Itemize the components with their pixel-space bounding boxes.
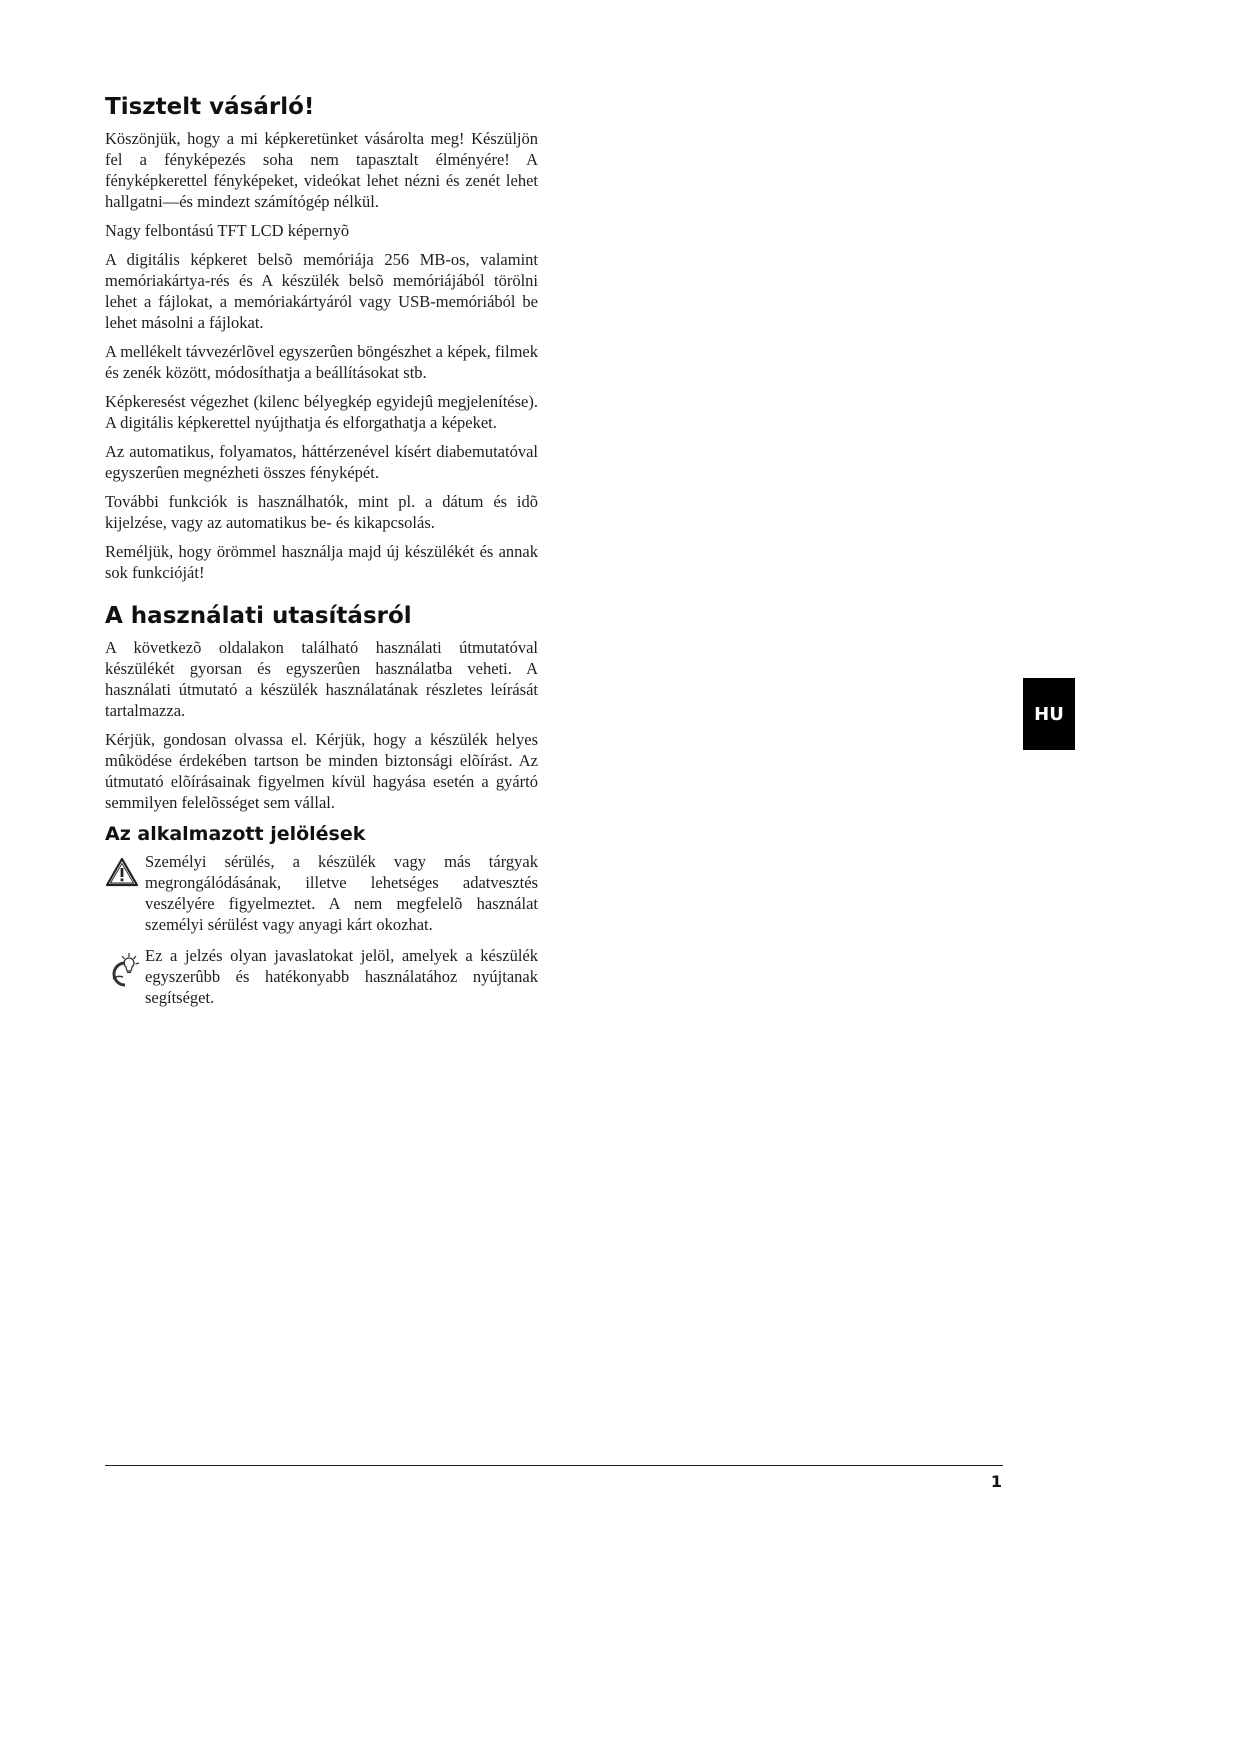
manual-paragraph: A következõ oldalakon található használati útmutatóval készülékét gyorsan és egyszerûen használatba veheti. A használati útmutató a készülék használatának részletes leírását tartalmazza. — [105, 638, 538, 720]
heading-welcome: Tisztelt vásárló! — [105, 94, 315, 120]
warning-notice-text: Személyi sérülés, a készülék vagy más tárgyak megrongálódásának, illetve lehetséges adatvesztés veszélyére figyelmeztet. A nem megfelelõ használat személyi sérülést vagy anyagi kárt okozhat. — [145, 852, 538, 934]
welcome-paragraph: Képkeresést végezhet (kilenc bélyegkép egyidejû megjelenítése). A digitális képkerettel nyújthatja és elforgathatja a képeket. — [105, 392, 538, 432]
warning-notice — [105, 851, 538, 935]
tip-notice — [105, 945, 538, 1008]
welcome-paragraph: A digitális képkeret belsõ memóriája 256 MB-os, valamint memóriakártya-rés és A készülék belsõ memóriájából törölni lehet a fájlokat, a memóriakártyáról vagy USB-memóriából be lehet másolni a fájlokat. — [105, 250, 538, 332]
welcome-paragraph: Nagy felbontású TFT LCD képernyõ — [105, 221, 350, 240]
tip-notice-text: Ez a jelzés olyan javaslatokat jelöl, amelyek a készülék egyszerûbb és hatékonyabb használatához nyújtanak segítséget. — [145, 946, 538, 1007]
warning-triangle-icon — [105, 851, 145, 892]
manual-paragraph: Kérjük, gondosan olvassa el. Kérjük, hogy a készülék helyes mûködése érdekében tartson be minden biztonsági elõírást. Az útmutató elõírásainak figyelmen kívül hagyása esetén a gyártó semmilyen felelõsséget sem vállal. — [105, 730, 538, 812]
lightbulb-tip-icon — [105, 945, 145, 996]
heading-manual: A használati utasításról — [105, 603, 412, 629]
heading-symbols: Az alkalmazott jelölések — [105, 823, 366, 845]
language-tab: HU — [1023, 678, 1075, 750]
welcome-paragraph: Az automatikus, folyamatos, háttérzenével kísért diabemutatóval egyszerûen megnézheti összes fényképét. — [105, 442, 538, 482]
welcome-paragraph: További funkciók is használhatók, mint pl. a dátum és idõ kijelzése, vagy az automatikus be- és kikapcsolás. — [105, 492, 538, 532]
welcome-paragraph: Köszönjük, hogy a mi képkeretünket vásárolta meg! Készüljön fel a fényképezés soha nem tapasztalt élményére! A fényképkerettel fényképeket, videókat lehet nézni és zenét lehet hallgatni—és mindezt számítógép nélkül. — [105, 129, 538, 211]
text-column — [105, 92, 538, 1018]
footer-divider — [105, 1465, 1003, 1466]
welcome-paragraph: A mellékelt távvezérlõvel egyszerûen böngészhet a képek, filmek és zenék között, módosíthatja a beállításokat stb. — [105, 342, 538, 382]
page-number: 1 — [990, 1472, 1002, 1491]
welcome-paragraph: Reméljük, hogy örömmel használja majd új készülékét és annak sok funkcióját! — [105, 542, 538, 582]
